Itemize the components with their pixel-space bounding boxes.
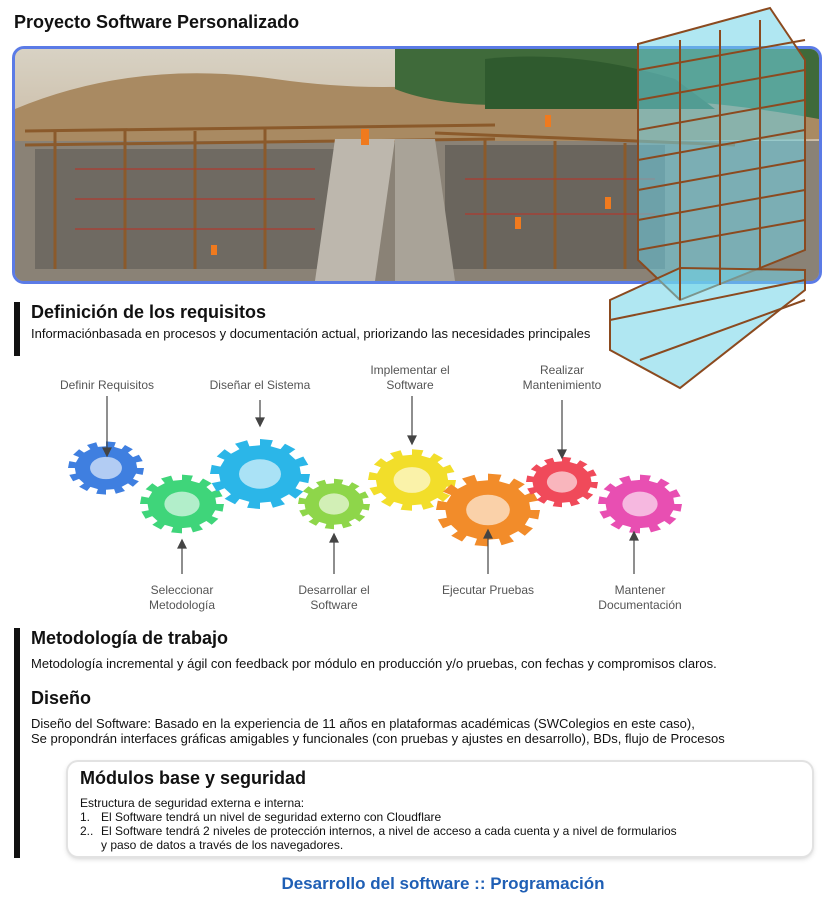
modules-item-2-number: 2.. (80, 824, 94, 838)
modules-heading: Módulos base y seguridad (80, 768, 307, 788)
section-accent-bar (14, 628, 20, 858)
gear-cyan-hole (239, 459, 281, 488)
design-heading: Diseño (31, 688, 92, 708)
gear-blue-hole (90, 457, 122, 479)
process-gear-diagram (20, 356, 720, 618)
modules-item-2-cont: y paso de datos a través de los navegadores. (101, 838, 344, 852)
gear-pink-hole (622, 492, 657, 517)
methodology-heading: Metodología de trabajo (31, 628, 229, 648)
label-ejecutar-pruebas: Ejecutar Pruebas (441, 583, 535, 597)
label-realizar-mantenimiento: Realizar Mantenimiento (522, 363, 602, 392)
modules-card (68, 762, 812, 856)
modules-intro: Estructura de seguridad externa e interna: (80, 796, 305, 810)
page-title: Proyecto Software Personalizado (14, 12, 300, 32)
gear-orange-hole (466, 495, 510, 526)
label-mantener-documentacion: Mantener Documentación (598, 583, 682, 612)
gear-red-hole (547, 471, 577, 492)
gear-lime-hole (319, 493, 349, 514)
section-accent-bar (14, 302, 20, 356)
footer-caption: Desarrollo del software :: Programación (281, 874, 605, 893)
label-desarrollar-software: Desarrollar el Software (298, 583, 370, 612)
modules-item-2: El Software tendrá 2 niveles de protección internos, a nivel de acceso a cada cuenta y a nivel de formularios (101, 824, 677, 838)
requirements-heading: Definición de los requisitos (31, 302, 267, 322)
gear-yellow-hole (394, 467, 431, 493)
gear-green-hole (164, 492, 199, 517)
label-implementar-software: Implementar el Software (370, 363, 450, 392)
label-seleccionar-metodologia: Seleccionar Metodología (148, 583, 216, 612)
methodology-text: Metodología incremental y ágil con feedback por módulo en producción y/o pruebas, con fechas y compromisos claros. (31, 656, 717, 671)
modules-item-1: El Software tendrá un nivel de seguridad externo con Cloudflare (101, 810, 442, 824)
modules-item-1-number: 1. (80, 810, 91, 824)
building-structure-render (600, 0, 822, 400)
label-definir-requisitos: Definir Requisitos (59, 378, 155, 392)
design-text-line2: Se propondrán interfaces gráficas amigables y funcionales (con pruebas y ajustes en desarrollo), BDs, flujo de Procesos (31, 731, 725, 746)
design-text-line1: Diseño del Software: Basado en la experiencia de 11 años en plataformas académicas (SWColegios en este caso), (31, 716, 695, 731)
label-disenar-sistema: Diseñar el Sistema (209, 378, 311, 392)
requirements-text: Informaciónbasada en procesos y documentación actual, priorizando las necesidades principales (31, 326, 591, 341)
